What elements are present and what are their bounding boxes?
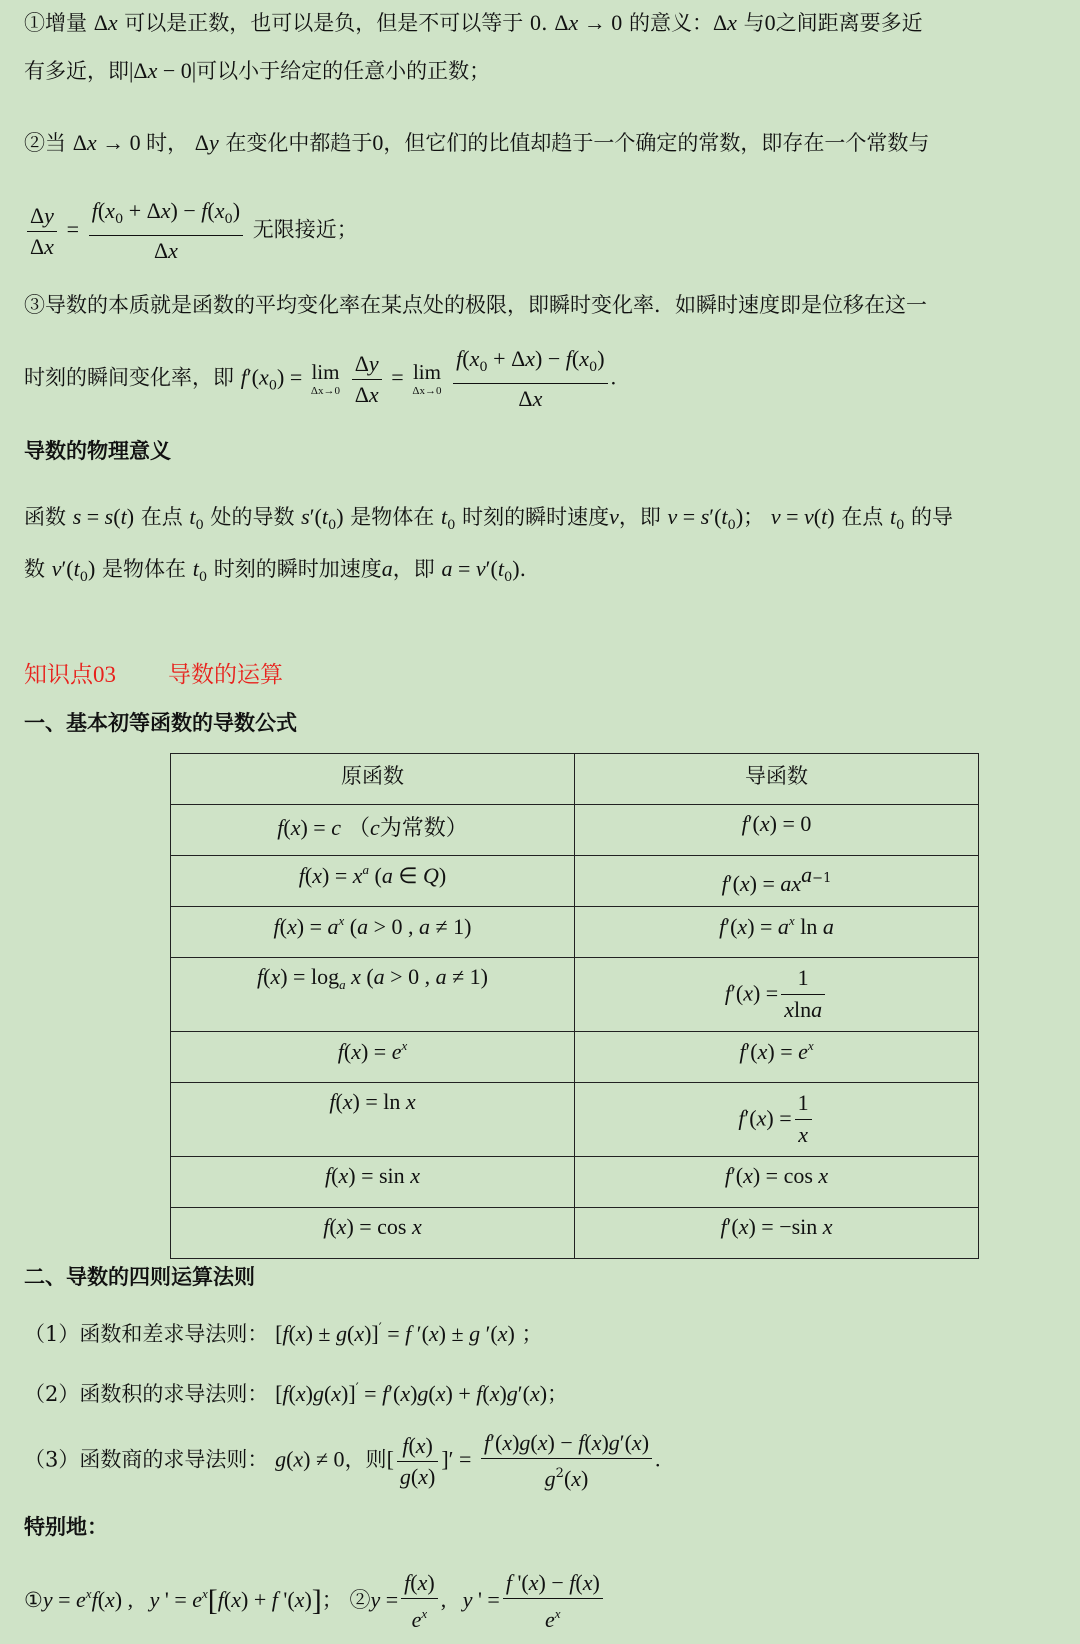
derivative-formula-table <box>170 753 979 1259</box>
table-row: f(x) = c （c为常数） f′(x) = 0 <box>171 805 979 856</box>
table-header-derivative: 导函数 <box>575 754 979 805</box>
quotient-rule: （3）函数商的求导法则： g(x) ≠ 0，则[ $\frac{f(x)}{g(x)}$ ]′ = $\frac{f'(x)g(x) - f(x)g'(x)}{g^2(x)}$ . <box>24 1430 661 1491</box>
circle-number-2: ② <box>24 131 45 155</box>
table-header-row <box>171 754 979 805</box>
paragraph-2-line-1: ②当 Δx → 0 时， Δy 在变化中都趋于0，但它们的比值却趋于一个确定的常数，即存在一个常数与 <box>24 130 930 155</box>
circle-number-3: ③ <box>24 293 45 317</box>
table-row: f(x) = ln x f′(x) = $\frac{1}{x}$ <box>171 1083 979 1157</box>
paragraph-1-line-2: 有多近，即|Δx − 0|可以小于给定的任意小的正数； <box>24 58 491 83</box>
table-row: $f(x) = e^x$ $f'(x) = e^x$ <box>171 1032 979 1083</box>
paragraph-1-line-1: ①增量 Δx 可以是正数，也可以是负，但是不可以等于 0. Δx → 0 的意义：Δx 与0之间距离要多近 <box>24 10 923 35</box>
product-rule: （2）函数积的求导法则： [f(x)g(x)]′ = f′(x)g(x) + f(x)g′(x)； <box>24 1381 569 1406</box>
physics-line-2: 数 $v'(t_0)$ 是物体在 $t_0$ 时刻的瞬时加速度a，即 $a = v'(t_0)$. <box>24 556 527 585</box>
circle-number-1: ① <box>24 11 45 35</box>
part-2-heading: 二、导数的四则运算法则 <box>24 1265 255 1289</box>
paragraph-3-line-1: ③导数的本质就是函数的平均变化率在某点处的极限，即瞬时变化率．如瞬时速度即是位移在这一 <box>24 293 927 317</box>
special-heading: 特别地： <box>24 1515 108 1539</box>
table-row: $f(x) = a^x$ (a > 0 , a ≠ 1) $f'(x) = a^x$ ln a <box>171 907 979 958</box>
special-formulas: ①y = $e^xf(x)$ , y ' = $e^x[f(x) + f$ '(x)]； ②y = $\frac{f(x)}{e^x}$ , y ' = $\frac{f '(x) - f(x)}{e^x}$ <box>24 1568 1066 1635</box>
derivative-definition-formula: 时刻的瞬间变化率，即 $f'(x_0)$ = lim Δx→0 $\frac{\Delta y}{\Delta x}$ = lim Δx→0 $\frac{f(x_0 + \Delta x) - f(x_0)}{\Delta x}$ . <box>24 346 617 411</box>
physics-heading: 导数的物理意义 <box>24 439 171 463</box>
section-title: 知识点03 导数的运算 <box>24 662 283 688</box>
table-row: f(x) = sin x f′(x) = cos x <box>171 1157 979 1208</box>
table-row: f(x) = cos x f′(x) = −sin x <box>171 1208 979 1259</box>
physics-line-1: 函数 s = s(t) 在点 $t_0$ 处的导数 $s'(t_0)$ 是物体在 $t_0$ 时刻的瞬时速度v，即 $v = s'(t_0)$； v = v(t) 在点 $t_0$ 的导 <box>24 504 954 533</box>
sum-rule: （1）函数和差求导法则： [f(x) ± g(x)]′ = f ′(x) ± g ′(x) ； <box>24 1321 543 1346</box>
table-row: $f(x) = \log_a x$ (a > 0 , a ≠ 1) f′(x) = $\frac{1}{xlna}$ <box>171 958 979 1032</box>
difference-quotient-formula: $\frac{\Delta y}{\Delta x}$ = $\frac{f(x_0 + \Delta x) - f(x_0)}{\Delta x}$ 无限接近； <box>24 196 1066 266</box>
table-header-original: 原函数 <box>171 754 575 805</box>
part-1-heading: 一、基本初等函数的导数公式 <box>24 711 297 735</box>
table-row: $f(x) = x^a$ (a ∈ Q) $f'(x) = ax^{a-1}$ <box>171 856 979 907</box>
